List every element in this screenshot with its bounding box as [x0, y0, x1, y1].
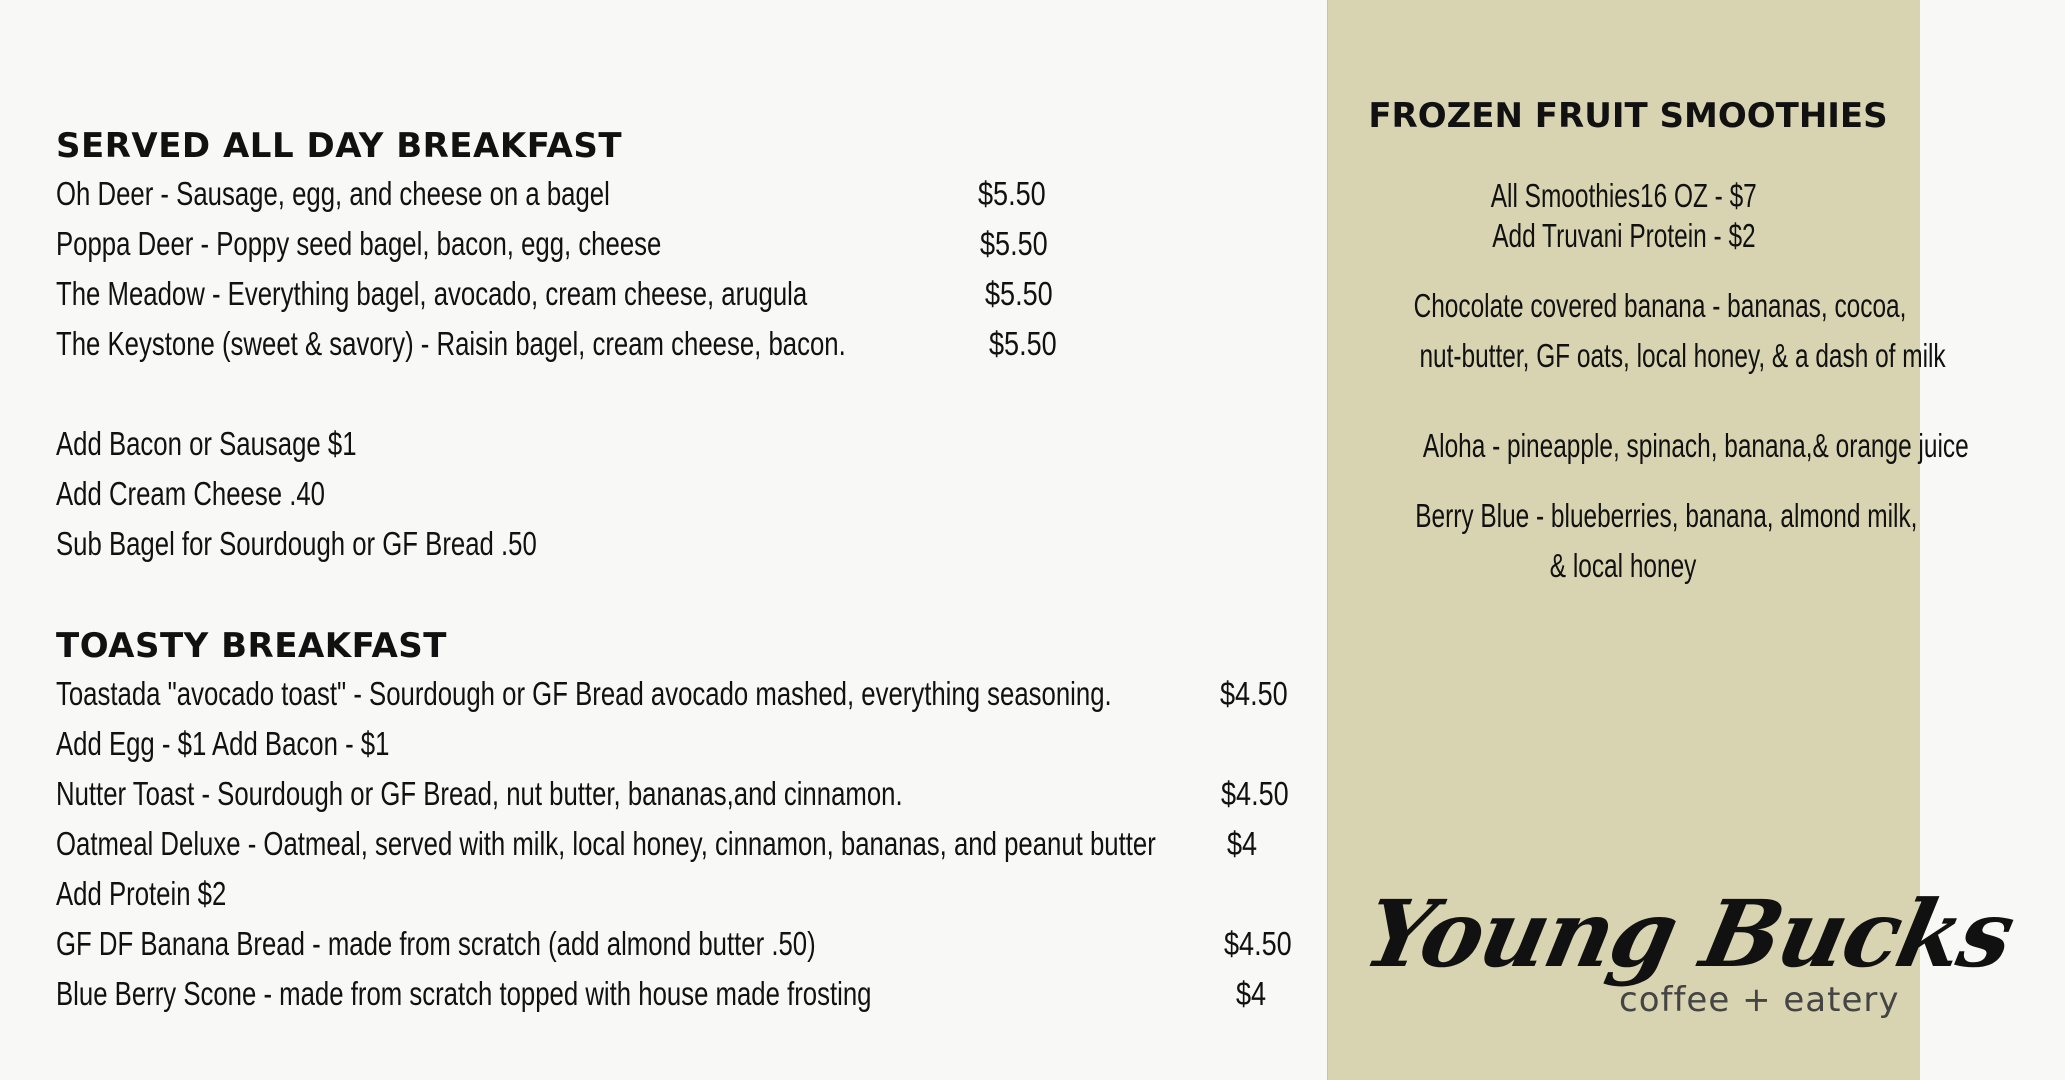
smoothie-line	[1327, 176, 1920, 216]
smoothie-text: All Smoothies16 OZ - $7	[1490, 177, 1757, 214]
menu-item: The Keystone (sweet & savory) - Raisin bagel, cream cheese, bacon.	[56, 325, 846, 362]
brand-name: Young Bucks	[1355, 880, 2022, 988]
menu-item-price: $5.50	[985, 275, 1053, 312]
addon-item: Add Egg - $1 Add Bacon - $1	[56, 725, 390, 762]
smoothie-text: & local honey	[1550, 547, 1697, 584]
menu-item-price: $5.50	[978, 175, 1046, 212]
addon-item: Sub Bagel for Sourdough or GF Bread .50	[56, 525, 537, 562]
menu-item-price: $4.50	[1224, 925, 1292, 962]
smoothie-text: Berry Blue - blueberries, banana, almond milk,	[1415, 497, 1918, 534]
smoothie-line	[1327, 286, 1920, 326]
section-title-toasty: TOASTY BREAKFAST	[56, 626, 447, 666]
brand-tagline: coffee + eatery	[1619, 980, 1900, 1020]
addon-item: Add Protein $2	[56, 875, 227, 912]
brand-logo	[1355, 880, 2022, 1030]
section-title-breakfast: SERVED ALL DAY BREAKFAST	[56, 126, 623, 166]
smoothie-line	[1327, 216, 1920, 256]
menu-item: Nutter Toast - Sourdough or GF Bread, nut butter, bananas,and cinnamon.	[56, 775, 903, 812]
smoothie-line	[1327, 546, 1920, 586]
addon-item: Add Cream Cheese .40	[56, 475, 325, 512]
menu-item: Oatmeal Deluxe - Oatmeal, served with milk, local honey, cinnamon, bananas, and peanut butter	[56, 825, 1156, 862]
smoothie-text: nut-butter, GF oats, local honey, & a dash of milk	[1419, 337, 1946, 374]
smoothie-text: Aloha - pineapple, spinach, banana,& orange juice	[1422, 427, 1969, 464]
menu-item-price: $5.50	[980, 225, 1048, 262]
menu-item: Toastada "avocado toast" - Sourdough or GF Bread avocado mashed, everything seasoning.	[56, 675, 1112, 712]
smoothie-line	[1327, 336, 1946, 376]
smoothie-line	[1327, 426, 1969, 466]
menu-item-price: $4	[1227, 825, 1258, 862]
menu-item: Poppa Deer - Poppy seed bagel, bacon, egg, cheese	[56, 225, 662, 262]
section-title-smoothies: FROZEN FRUIT SMOOTHIES	[1368, 96, 1888, 136]
addon-item: Add Bacon or Sausage $1	[56, 425, 357, 462]
menu-item-price: $4	[1236, 975, 1267, 1012]
smoothie-text: Chocolate covered banana - bananas, cocoa,	[1413, 287, 1907, 324]
menu-item-price: $4.50	[1221, 775, 1289, 812]
menu-item: Oh Deer - Sausage, egg, and cheese on a bagel	[56, 175, 610, 212]
menu-item: GF DF Banana Bread - made from scratch (add almond butter .50)	[56, 925, 816, 962]
smoothie-line	[1327, 496, 1920, 536]
menu-item: Blue Berry Scone - made from scratch topped with house made frosting	[56, 975, 872, 1012]
menu-item-price: $4.50	[1220, 675, 1288, 712]
menu-item: The Meadow - Everything bagel, avocado, cream cheese, arugula	[56, 275, 808, 312]
smoothie-text: Add Truvani Protein - $2	[1491, 217, 1756, 254]
menu-item-price: $5.50	[989, 325, 1057, 362]
